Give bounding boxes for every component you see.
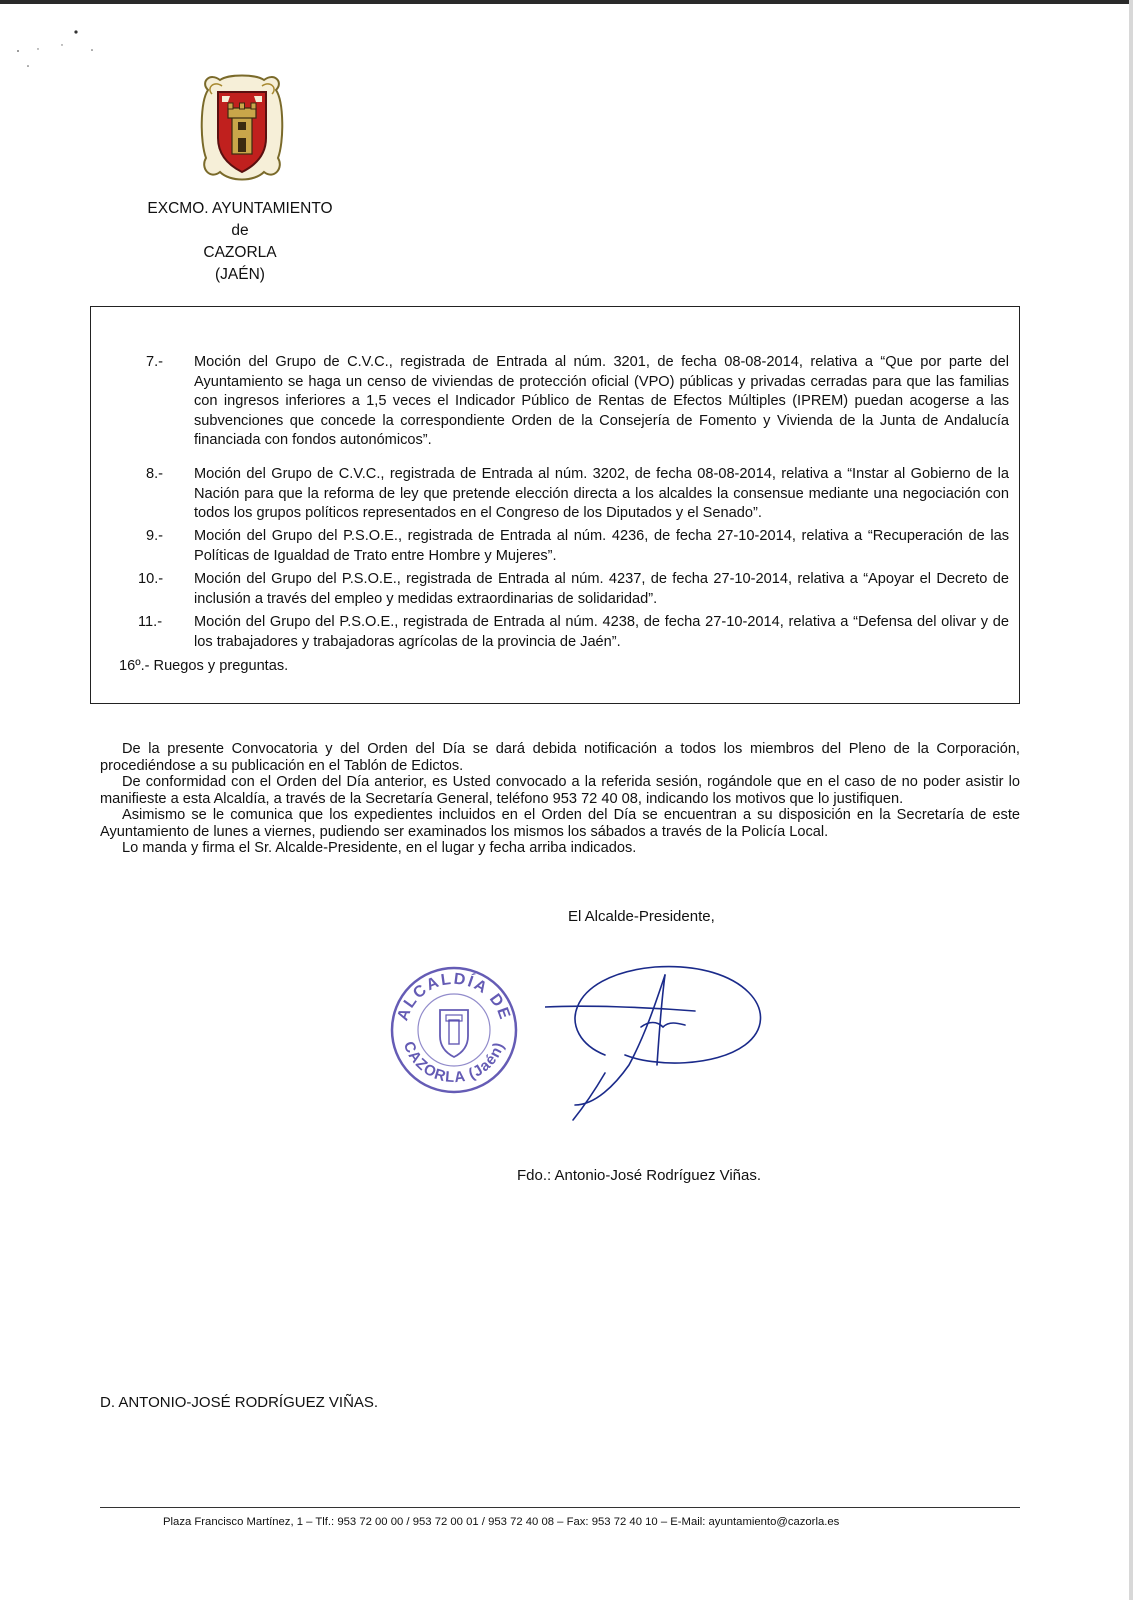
agenda-final-item: 16º.- Ruegos y preguntas. [119,658,289,674]
svg-text:CAZORLA (Jaén): CAZORLA (Jaén) [399,1039,509,1087]
header-line-1: EXCMO. AYUNTAMIENTO [147,200,333,217]
signer-title: El Alcalde-Presidente, [568,908,715,925]
agenda-item [146,465,1009,524]
signer-name: Fdo.: Antonio-José Rodríguez Viñas. [517,1167,762,1184]
agenda-item-number: 10.- [138,571,164,587]
header-line-2: de [231,222,249,239]
municipality-header [130,198,350,286]
scan-specks [10,25,110,75]
addressee: D. ANTONIO-JOSÉ RODRÍGUEZ VIÑAS. [100,1394,379,1411]
page-top-edge [0,0,1133,4]
agenda-item [138,613,1009,652]
agenda-item-text: Moción del Grupo del P.S.O.E., registrada de Entrada al núm. 4237, de fecha 27-10-2014, relativa a “Apoyar el Decreto de inclusión a través del empleo y medidas extraordinarias de solidaridad”. [194,571,1009,607]
agenda-item-number: 11.- [138,614,163,630]
agenda-item-number: 8.- [146,466,164,482]
header-line-3: CAZORLA [203,244,277,261]
convocation-body [100,741,1020,857]
agenda-item-number: 7.- [146,354,164,370]
body-paragraph: De conformidad con el Orden del Día anterior, es Usted convocado a la referida sesión, rogándole que en el caso de no poder asistir lo manifieste a esta Alcaldía, a través de la Secretaría General, teléfono 953 72 40 08, indicando los motivos que lo justifiquen. [100,774,1020,807]
header-line-4: (JAÉN) [215,266,265,283]
handwritten-signature [545,955,785,1130]
agenda-item-text: Moción del Grupo de C.V.C., registrada de Entrada al núm. 3201, de fecha 08-08-2014, relativa a “Que por parte del Ayuntamiento se haga un censo de viviendas de protección oficial (VPO) públicas y privadas cerradas para que las familias con ingresos inferiores a 1,5 veces el Indicador Público de Rentas de Efectos Múltiples (IPREM) puedan acogerse a las subvenciones que concede la correspondiente Orden de la Consejería de Fomento y Vivienda de la Junta de Andalucía financiada con fondos autonómicos”. [194,354,1009,448]
page-right-edge [1129,0,1133,1600]
agenda-item-text: Moción del Grupo del P.S.O.E., registrada de Entrada al núm. 4236, de fecha 27-10-2014, relativa a “Recuperación de las Políticas de Igualdad de Trato entre Hombre y Mujeres”. [194,528,1009,564]
agenda-item-number: 9.- [146,528,164,544]
agenda-box [90,306,1020,704]
agenda-item [138,570,1009,609]
body-paragraph: Lo manda y firma el Sr. Alcalde-Presidente, en el lugar y fecha arriba indicados. [122,840,637,856]
agenda-item [146,353,1009,451]
coat-of-arms-icon [198,72,286,184]
svg-text:ALCALDÍA DE: ALCALDÍA DE [394,970,514,1024]
agenda-item-text: Moción del Grupo del P.S.O.E., registrada de Entrada al núm. 4238, de fecha 27-10-2014, relativa a “Defensa del olivar y de los trabajadores y trabajadoras agrícolas de la provincia de Jaén”. [194,614,1009,650]
mayor-seal-stamp [384,960,524,1100]
footer-divider [100,1507,1020,1508]
body-paragraph: Asimismo se le comunica que los expedientes incluidos en el Orden del Día se encuentran a su disposición en la Secretaría de este Ayuntamiento de lunes a viernes, pudiendo ser examinados los mismos los sábados a través de la Policía Local. [100,807,1020,840]
body-paragraph: De la presente Convocatoria y del Orden del Día se dará debida notificación a todos los miembros del Pleno de la Corporación, procediéndose a su publicación en el Tablón de Edictos. [100,741,1020,774]
footer-contact: Plaza Francisco Martínez, 1 – Tlf.: 953 72 00 00 / 953 72 00 01 / 953 72 40 08 – Fax: 953 72 40 10 – E-Mail: ayuntamiento@cazorla.es [163,1516,840,1528]
agenda-item-text: Moción del Grupo de C.V.C., registrada de Entrada al núm. 3202, de fecha 08-08-2014, relativa a “Instar al Gobierno de la Nación para que la reforma de ley que pretende elección directa a los alcaldes la consensue mediante una negociación con todos los grupos políticos representados en el Congreso de los Diputados y el Senado”. [194,466,1009,521]
agenda-item [146,527,1009,566]
